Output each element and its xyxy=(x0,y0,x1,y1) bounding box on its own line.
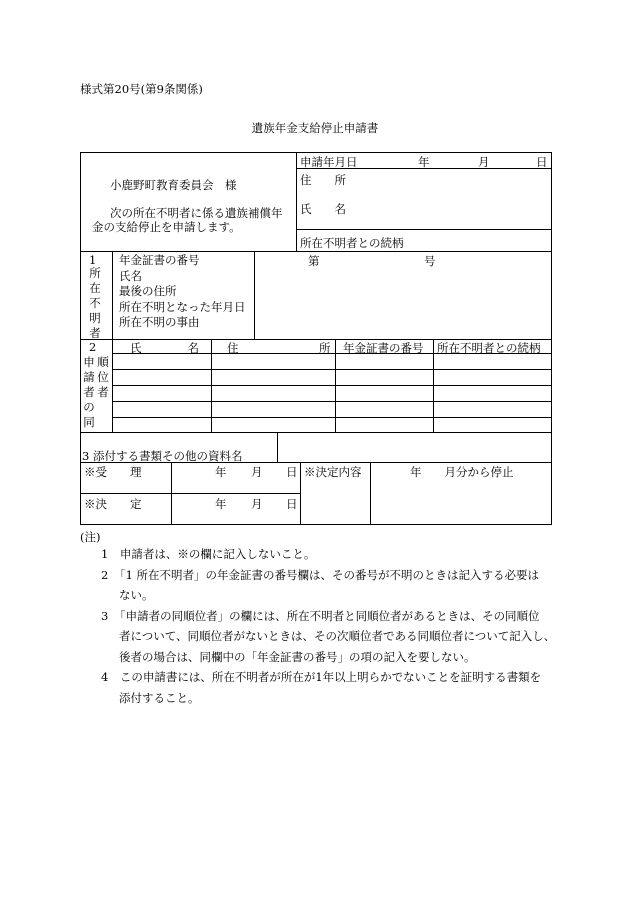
decision-content-label: ※決定内容 xyxy=(304,465,362,479)
date-year[interactable]: 年 xyxy=(418,155,430,169)
form-number: 様式第20号(第9条関係) xyxy=(80,82,203,96)
divider xyxy=(254,251,255,339)
pension-no-suffix: 号 xyxy=(424,254,436,268)
note-3: 3 「申請者の同順位者」の欄には、所在不明者と同順位者があるときは、その同順位 xyxy=(101,608,540,623)
receipt-month: 月 xyxy=(251,465,263,479)
col-header-name: 氏 名 xyxy=(130,341,199,355)
attachments-label: 3 添付する書類その他の資料名 xyxy=(82,449,243,463)
divider xyxy=(80,432,552,433)
receipt-day: 日 xyxy=(286,465,298,479)
decision-month: 月 xyxy=(251,497,263,511)
section2-title-col1: 申 請 者 の 同 xyxy=(83,355,95,429)
notes-heading: (注) xyxy=(80,530,101,544)
request-text-line2: 金の支給停止を申請します。 xyxy=(92,220,241,234)
divider xyxy=(171,462,172,525)
note-2: 2 「1 所在不明者」の年金証書の番号欄は、その番号が不明のときは記入する必要は xyxy=(101,567,540,582)
section1-items xyxy=(119,253,246,331)
receipt-year: 年 xyxy=(215,465,227,479)
pension-no-prefix: 第 xyxy=(308,254,320,268)
divider xyxy=(211,339,212,432)
divider xyxy=(433,339,434,432)
divider xyxy=(300,462,301,525)
note-3-cont1: 者について、同順位者がないときは、その次順位者である同順位者について記入し、 xyxy=(119,629,556,643)
request-text-line1: 次の所在不明者に係る遺族補償年 xyxy=(110,206,283,220)
decision-label: ※決 定 xyxy=(84,497,142,511)
divider xyxy=(80,251,552,252)
relation-label: 所在不明者との続柄 xyxy=(300,236,404,250)
col-header-relation: 所在不明者との続柄 xyxy=(437,341,541,355)
divider xyxy=(277,432,278,462)
note-4-cont: 添付すること。 xyxy=(119,690,200,705)
divider xyxy=(296,152,297,251)
decision-day: 日 xyxy=(286,497,298,511)
decision-year: 年 xyxy=(215,497,227,511)
divider xyxy=(335,339,336,432)
stop-text: 年 月分から停止 xyxy=(410,465,514,479)
item-missing-date: 所在不明となった年月日 xyxy=(119,299,246,314)
page-title: 遺族年金支給停止申請書 xyxy=(251,121,379,135)
divider xyxy=(112,401,552,402)
col-header-pension-number: 年金証書の番号 xyxy=(343,341,424,355)
divider xyxy=(112,251,113,339)
item-pension-number: 年金証書の番号 xyxy=(119,253,200,267)
notes-list xyxy=(101,544,555,708)
addressee: 小鹿野町教育委員会 様 xyxy=(110,178,237,192)
date-label: 申請年月日 xyxy=(300,155,358,169)
address-label: 住 所 xyxy=(300,173,346,187)
divider xyxy=(370,462,371,525)
item-last-address: 最後の住所 xyxy=(119,284,177,298)
section1-number: 1 xyxy=(89,253,97,267)
divider xyxy=(112,385,552,386)
note-3-cont2: 後者の場合は、同欄中の「年金証書の番号」の項の記入を要しない。 xyxy=(119,649,476,664)
date-month[interactable]: 月 xyxy=(478,155,490,169)
date-day[interactable]: 日 xyxy=(536,155,548,169)
receipt-label: ※受 理 xyxy=(84,465,142,479)
note-1: 1 申請者は、※の欄に記入しないこと。 xyxy=(101,547,316,561)
section2-title-col2: 順 位 者 xyxy=(97,355,109,399)
note-2-cont: ない。 xyxy=(119,588,154,602)
item-name: 氏名 xyxy=(119,268,142,283)
divider xyxy=(80,493,300,494)
col-header-address: 住 所 xyxy=(227,341,331,355)
divider xyxy=(112,417,552,418)
name-label: 氏 名 xyxy=(300,202,346,216)
divider xyxy=(112,369,552,370)
section1-title: 所 在 不 明 者 xyxy=(89,266,101,340)
section2-number: 2 xyxy=(89,340,97,354)
divider xyxy=(296,229,552,230)
note-4: 4 この申請書には、所在不明者が所在が1年以上明らかでないことを証明する書類を xyxy=(101,670,542,684)
divider xyxy=(80,462,552,463)
item-missing-reason: 所在不明の事由 xyxy=(119,315,200,329)
divider xyxy=(112,339,113,432)
